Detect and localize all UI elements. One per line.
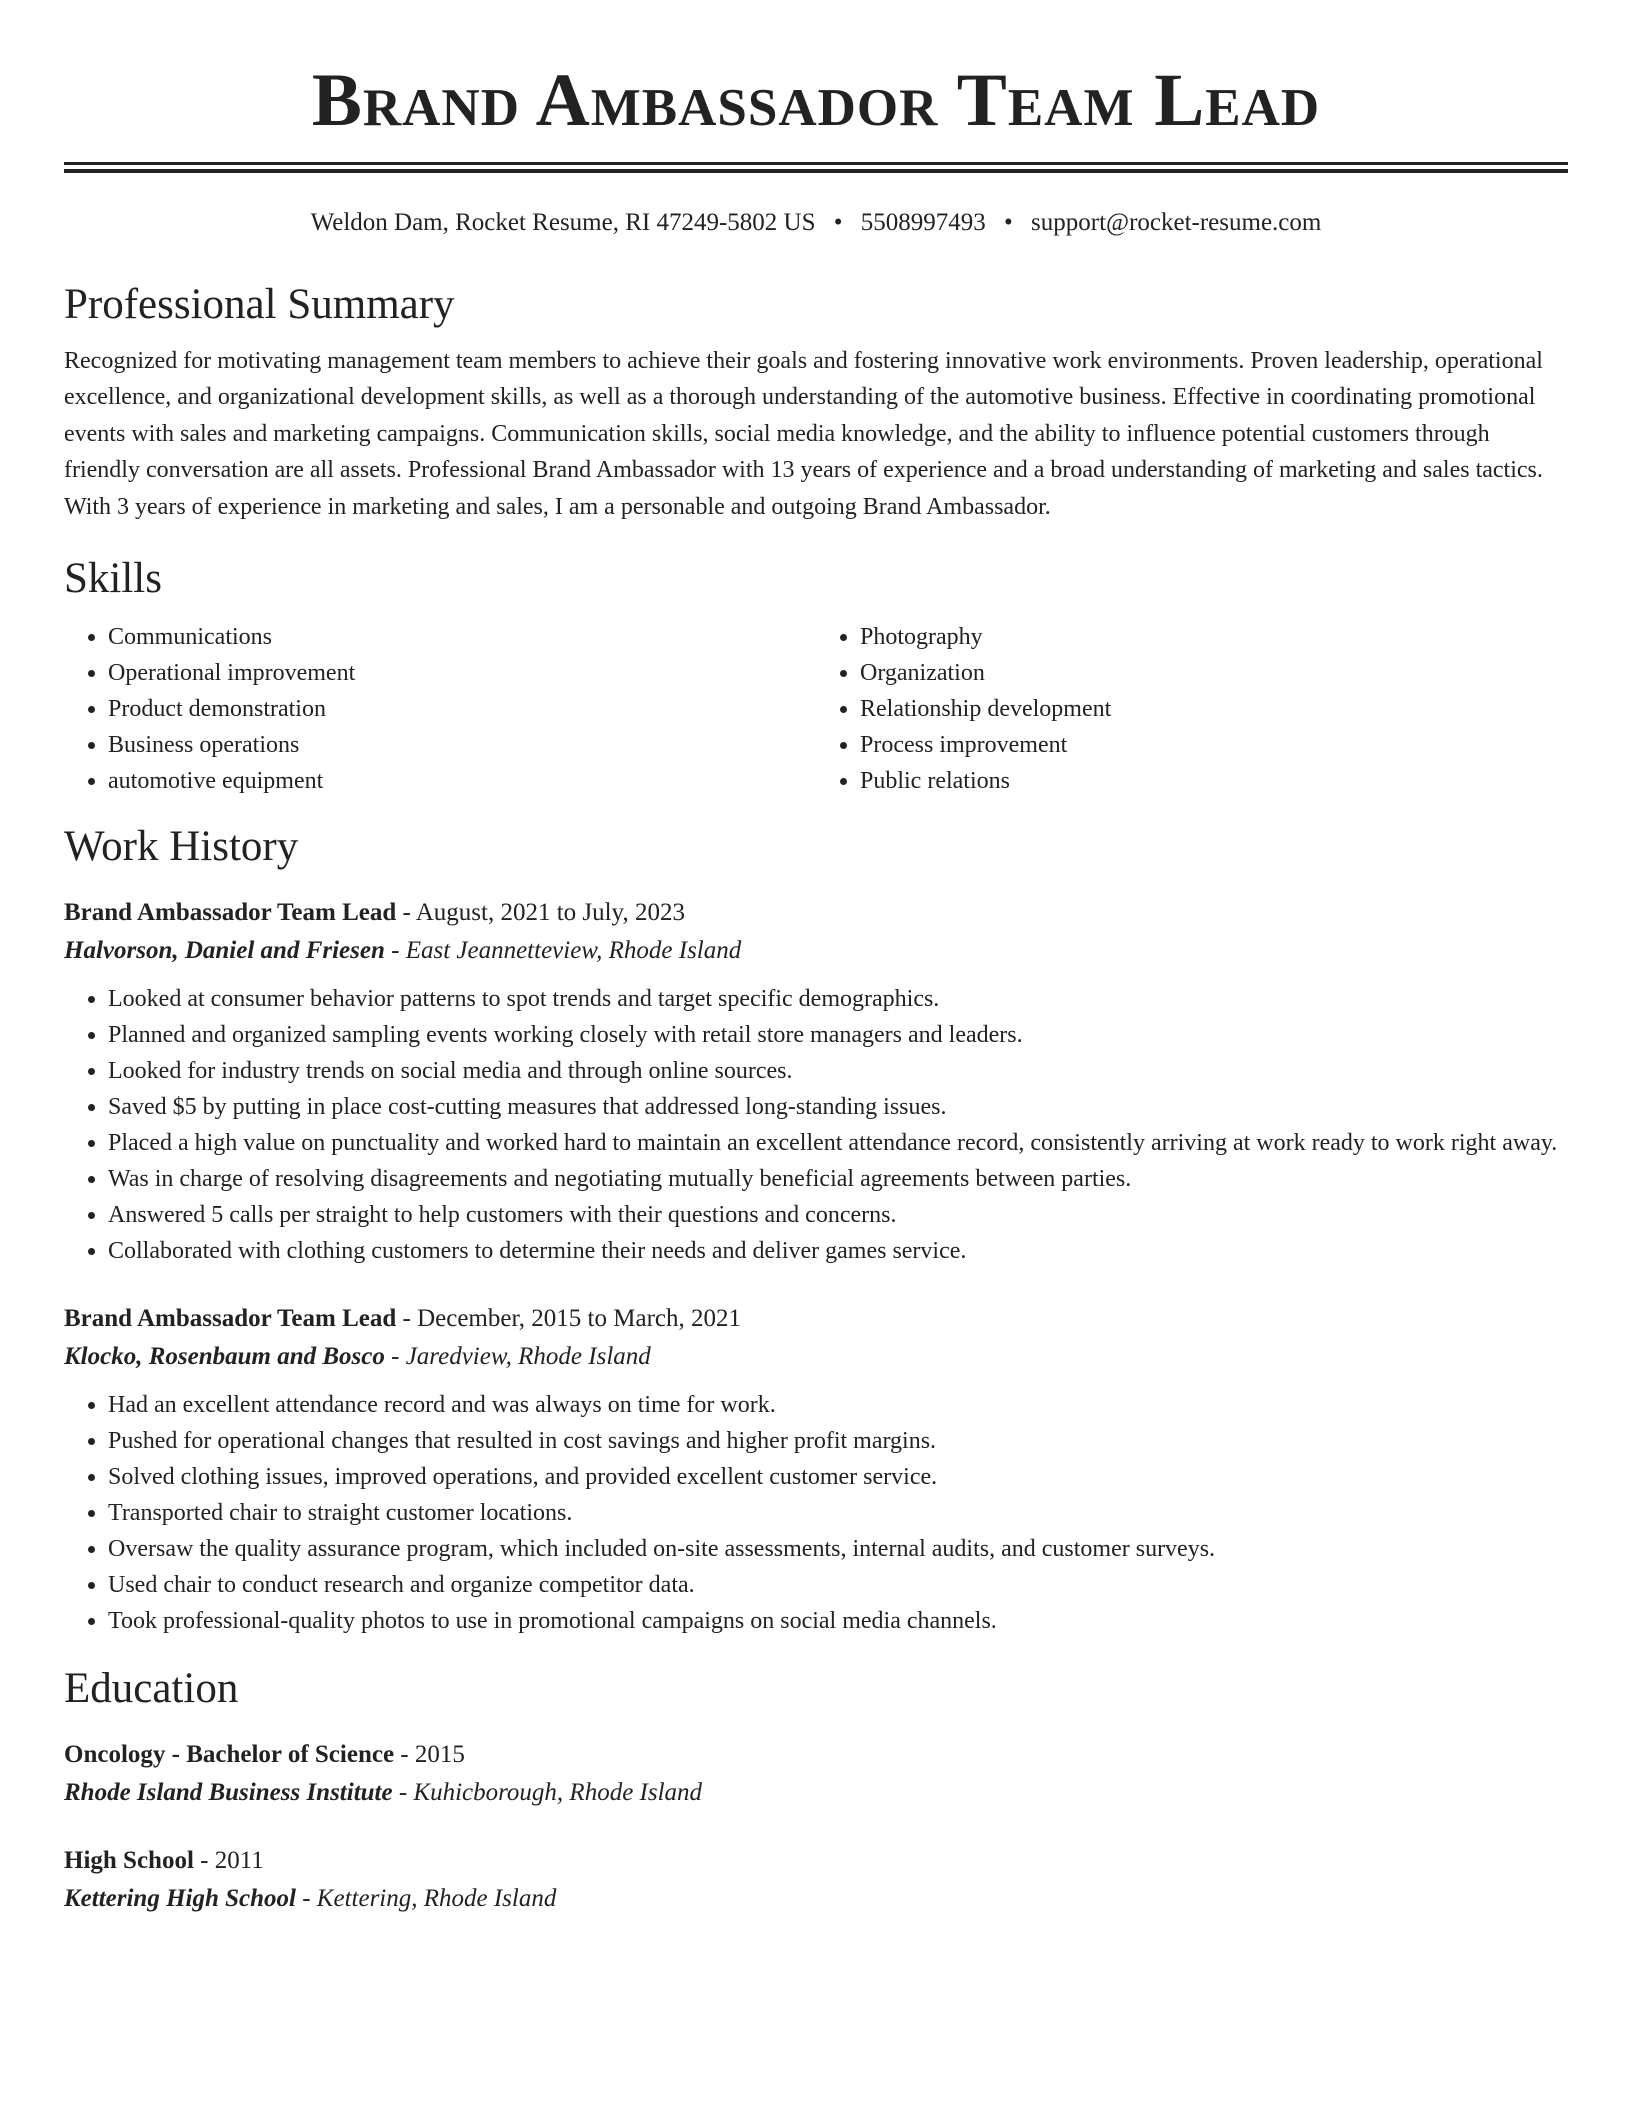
summary-text: Recognized for motivating management team members to achieve their goals and fostering innovative work environments. Proven leadership, operational excellence, and organizational development skills, as well as a thorough understanding of the automotive business. Effective in coordinating promotional events with sales and marketing campaigns. Communication skills, social media knowledge, and the ability to influence potential customers through friendly conversation are all assets. Professional Brand Ambassador with 13 years of experience and a broad understanding of marketing and sales tactics. With 3 years of experience in marketing and sales, I am a personable and outgoing Brand Ambassador. bbox=[64, 348, 1543, 520]
job-bullet: • Took professional-quality photos to use in promotional campaigns on social media channels. bbox=[108, 1603, 1568, 1639]
education-entry bbox=[64, 1843, 1568, 1919]
job-company: Halvorson, Daniel and Friesen bbox=[64, 937, 385, 965]
job-title: Brand Ambassador Team Lead bbox=[64, 899, 397, 927]
contact-line bbox=[64, 207, 1568, 239]
job-company-line bbox=[64, 1337, 1568, 1377]
education-school-line bbox=[64, 1879, 1568, 1919]
job-location: - Jaredview, Rhode Island bbox=[391, 1343, 651, 1371]
job-title-line bbox=[64, 895, 1568, 931]
skill-item: • Product demonstration bbox=[108, 691, 816, 727]
skills-heading: Skills bbox=[64, 555, 162, 603]
header-double-rule bbox=[64, 162, 1568, 173]
job-bullet: • Oversaw the quality assurance program, which included on-site assessments, internal audits, and customer surveys. bbox=[108, 1531, 1568, 1567]
education-degree-line bbox=[64, 1737, 1568, 1773]
education-degree-line bbox=[64, 1843, 1568, 1879]
education-school: Kettering High School bbox=[64, 1885, 296, 1913]
skill-item: • Operational improvement bbox=[108, 655, 816, 691]
job-bullet: • Looked at consumer behavior patterns to spot trends and target specific demographics. bbox=[108, 981, 1568, 1017]
job-entry bbox=[64, 1301, 1568, 1639]
job-company-line bbox=[64, 931, 1568, 971]
job-title: Brand Ambassador Team Lead bbox=[64, 1305, 397, 1333]
skill-item: • Relationship development bbox=[860, 691, 1568, 727]
skill-item: • Public relations bbox=[860, 763, 1568, 799]
job-title-line bbox=[64, 1301, 1568, 1337]
work-history-heading: Work History bbox=[64, 823, 299, 871]
education-degree: Oncology - Bachelor of Science bbox=[64, 1741, 395, 1769]
resume-name: Brand Ambassador Team Lead bbox=[311, 59, 1321, 142]
skill-item: • automotive equipment bbox=[108, 763, 816, 799]
job-dates: - December, 2015 to March, 2021 bbox=[402, 1305, 741, 1333]
skills-column-left bbox=[64, 619, 816, 799]
skill-item: • Business operations bbox=[108, 727, 816, 763]
job-company: Klocko, Rosenbaum and Bosco bbox=[64, 1343, 385, 1371]
skills-column-right bbox=[816, 619, 1568, 799]
education-year: - 2015 bbox=[400, 1741, 465, 1769]
job-bullet: • Looked for industry trends on social media and through online sources. bbox=[108, 1053, 1568, 1089]
contact-separator: • bbox=[833, 209, 843, 236]
skills-list bbox=[64, 619, 1568, 799]
job-bullet: • Answered 5 calls per straight to help customers with their questions and concerns. bbox=[108, 1197, 1568, 1233]
skill-item: • Photography bbox=[860, 619, 1568, 655]
job-bullet: • Pushed for operational changes that resulted in cost savings and higher profit margins. bbox=[108, 1423, 1568, 1459]
skill-item: • Communications bbox=[108, 619, 816, 655]
skill-item: • Organization bbox=[860, 655, 1568, 691]
job-bullet: • Collaborated with clothing customers to determine their needs and deliver games service. bbox=[108, 1233, 1568, 1269]
skill-item: • Process improvement bbox=[860, 727, 1568, 763]
education-school-line bbox=[64, 1773, 1568, 1813]
education-heading: Education bbox=[64, 1665, 239, 1713]
education-entry bbox=[64, 1737, 1568, 1813]
job-bullet: • Planned and organized sampling events working closely with retail store managers and leaders. bbox=[108, 1017, 1568, 1053]
job-bullet: • Used chair to conduct research and organize competitor data. bbox=[108, 1567, 1568, 1603]
contact-email: support@rocket-resume.com bbox=[1031, 209, 1322, 236]
job-bullet: • Placed a high value on punctuality and worked hard to maintain an excellent attendance record, consistently arriving at work ready to work right away. bbox=[108, 1125, 1568, 1161]
contact-phone: 5508997493 bbox=[860, 209, 986, 236]
job-location: - East Jeannetteview, Rhode Island bbox=[391, 937, 742, 965]
job-bullet: • Transported chair to straight customer locations. bbox=[108, 1495, 1568, 1531]
job-entry bbox=[64, 895, 1568, 1269]
job-bullets bbox=[64, 1387, 1568, 1639]
education-year: - 2011 bbox=[200, 1847, 264, 1875]
contact-separator: • bbox=[1004, 209, 1013, 236]
education-degree: High School bbox=[64, 1847, 194, 1875]
job-bullet: • Had an excellent attendance record and was always on time for work. bbox=[108, 1387, 1568, 1423]
job-bullet: • Saved $5 by putting in place cost-cutting measures that addressed long-standing issues. bbox=[108, 1089, 1568, 1125]
job-bullet: • Solved clothing issues, improved operations, and provided excellent customer service. bbox=[108, 1459, 1568, 1495]
education-location: - Kuhicborough, Rhode Island bbox=[398, 1779, 703, 1807]
education-school: Rhode Island Business Institute bbox=[64, 1779, 393, 1807]
summary-heading: Professional Summary bbox=[64, 281, 455, 328]
job-bullets bbox=[64, 981, 1568, 1269]
contact-address: Weldon Dam, Rocket Resume, RI 47249-5802 US bbox=[310, 209, 816, 236]
job-dates: - August, 2021 to July, 2023 bbox=[402, 899, 685, 927]
education-location: - Kettering, Rhode Island bbox=[302, 1885, 557, 1913]
job-bullet: • Was in charge of resolving disagreements and negotiating mutually beneficial agreements between parties. bbox=[108, 1161, 1568, 1197]
